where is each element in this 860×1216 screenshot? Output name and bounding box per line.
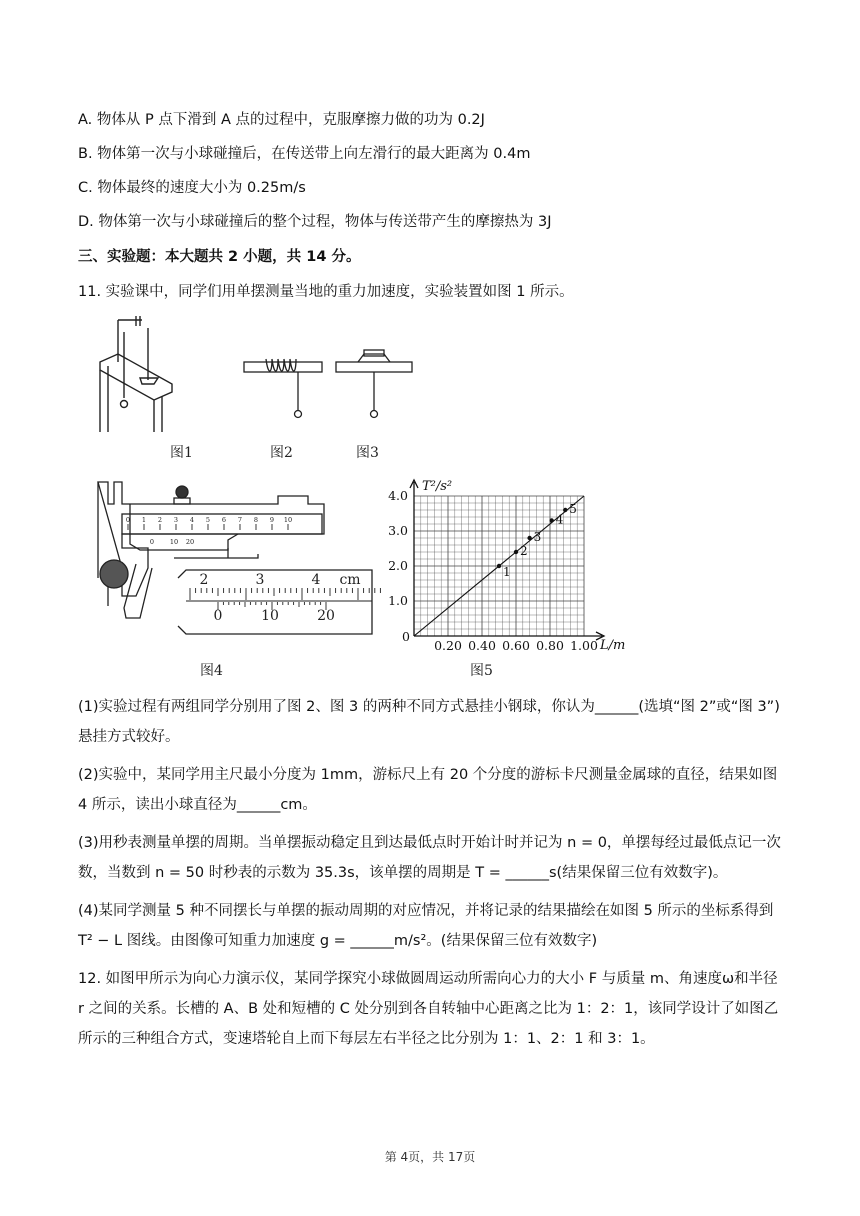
x-tick-label: 0.60 [502, 638, 530, 653]
q11-part4: (4)某同学测量 5 种不同摆长与单摆的振动周期的对应情况，并将记录的结果描绘在如图 5 所示的坐标系得到T² − L 图线。由图像可知重力加速度 g = ______m/s²。(结果保留三位有效数字) [78, 903, 774, 949]
zoom-main-unit: cm [339, 572, 361, 588]
caliper-vernier-tick: 10 [169, 538, 179, 546]
q11-part3: (3)用秒表测量单摆的周期。当单摆振动稳定且到达最低点时开始计时并记为 n = 0，单摆每经过最低点记一次数，当数到 n = 50 时秒表的示数为 35.3s，该单摆的周期是 T = ______s(结果保留三位有效数字)。 [78, 835, 781, 881]
caliper-main-tick: 9 [269, 516, 275, 524]
figure-1-pendulum-setup [96, 312, 176, 436]
zoom-vernier-label: 10 [261, 608, 279, 624]
caliper-main-tick: 7 [237, 516, 243, 524]
data-point [527, 536, 531, 540]
caliper-main-tick: 1 [141, 516, 147, 524]
figure-3-caption: 图3 [356, 445, 379, 461]
data-point-label: 5 [569, 502, 577, 516]
y-tick-label: 2.0 [388, 558, 408, 573]
x-tick-label: 0.40 [468, 638, 496, 653]
caliper-main-tick: 0 [125, 516, 131, 524]
caliper-vernier-tick: 0 [149, 538, 155, 546]
data-point-label: 3 [533, 530, 542, 544]
figure-2-caption: 图2 [270, 445, 293, 461]
figure-2-wound-suspension [240, 352, 326, 422]
option-a: A. 物体从 P 点下滑到 A 点的过程中，克服摩擦力做的功为 0.2J [78, 112, 485, 128]
caliper-main-tick: 8 [253, 516, 259, 524]
q11-stem: 11. 实验课中，同学们用单摆测量当地的重力加速度，实验装置如图 1 所示。 [78, 284, 574, 300]
figure-4-caption: 图4 [200, 663, 223, 679]
caliper-main-tick: 4 [189, 516, 195, 524]
data-point-label: 4 [555, 512, 564, 527]
data-point [563, 508, 567, 512]
y-tick-label: 4.0 [388, 488, 408, 503]
data-point [550, 518, 554, 522]
figure-1-caption: 图1 [170, 445, 193, 461]
y-tick-label: 1.0 [388, 593, 408, 608]
origin-label: 0 [402, 629, 410, 644]
q11-part1: (1)实验过程有两组同学分别用了图 2、图 3 的两种不同方式悬挂小钢球，你认为______(选填“图 2”或“图 3”)悬挂方式较好。 [78, 699, 780, 745]
x-tick-label: 1.00 [570, 638, 598, 653]
figure-3-clamp-suspension [332, 348, 416, 422]
caliper-main-tick: 5 [205, 516, 211, 524]
q11-part2: (2)实验中，某同学用主尺最小分度为 1mm，游标尺上有 20 个分度的游标卡尺测量金属球的直径，结果如图 4 所示，读出小球直径为______cm。 [78, 767, 778, 813]
zoom-main-label: 4 [311, 572, 321, 588]
caliper-main-tick: 2 [157, 516, 163, 524]
x-tick-label: 0.80 [536, 638, 564, 653]
zoom-main-label: 2 [199, 572, 209, 588]
zoom-vernier-label: 20 [317, 608, 335, 624]
figure-5-caption: 图5 [470, 663, 493, 679]
caliper-vernier-tick: 20 [185, 538, 195, 546]
option-b: B. 物体第一次与小球碰撞后，在传送带上向左滑行的最大距离为 0.4m [78, 146, 531, 162]
figure-4-vernier-caliper [78, 478, 378, 638]
section-title: 三、实验题：本大题共 2 小题，共 14 分。 [78, 249, 361, 265]
y-axis-label: T²/s² [422, 479, 453, 494]
data-point-label: 1 [503, 565, 511, 579]
zoom-vernier-label: 0 [213, 608, 223, 624]
x-tick-label: 0.20 [434, 638, 462, 653]
option-c: C. 物体最终的速度大小为 0.25m/s [78, 180, 306, 196]
x-axis-label: L/m [600, 638, 626, 653]
zoom-main-label: 3 [255, 572, 265, 588]
data-point [497, 564, 501, 568]
data-point-label: 2 [520, 544, 528, 558]
page-footer: 第 4页，共 17页 [384, 1150, 476, 1164]
caliper-main-tick: 3 [173, 516, 179, 524]
q12-text: 12. 如图甲所示为向心力演示仪，某同学探究小球做圆周运动所需向心力的大小 F 与质量 m、角速度ω和半径 r 之间的关系。长槽的 A、B 处和短槽的 C 处分别到各自转轴中心距离之比为 1：2：1，该同学设计了如图乙所示的三种组合方式，变速塔轮自上而下每层左右半径之比分别为 1：1、2：1 和 3：1。 [78, 971, 779, 1047]
option-d: D. 物体第一次与小球碰撞后的整个过程，物体与传送带产生的摩擦热为 3J [78, 214, 552, 230]
figure-5-t2-l-chart [388, 474, 648, 654]
caliper-main-tick: 6 [221, 516, 227, 524]
data-point [514, 550, 518, 554]
caliper-main-tick: 10 [283, 516, 293, 524]
y-tick-label: 3.0 [388, 523, 408, 538]
